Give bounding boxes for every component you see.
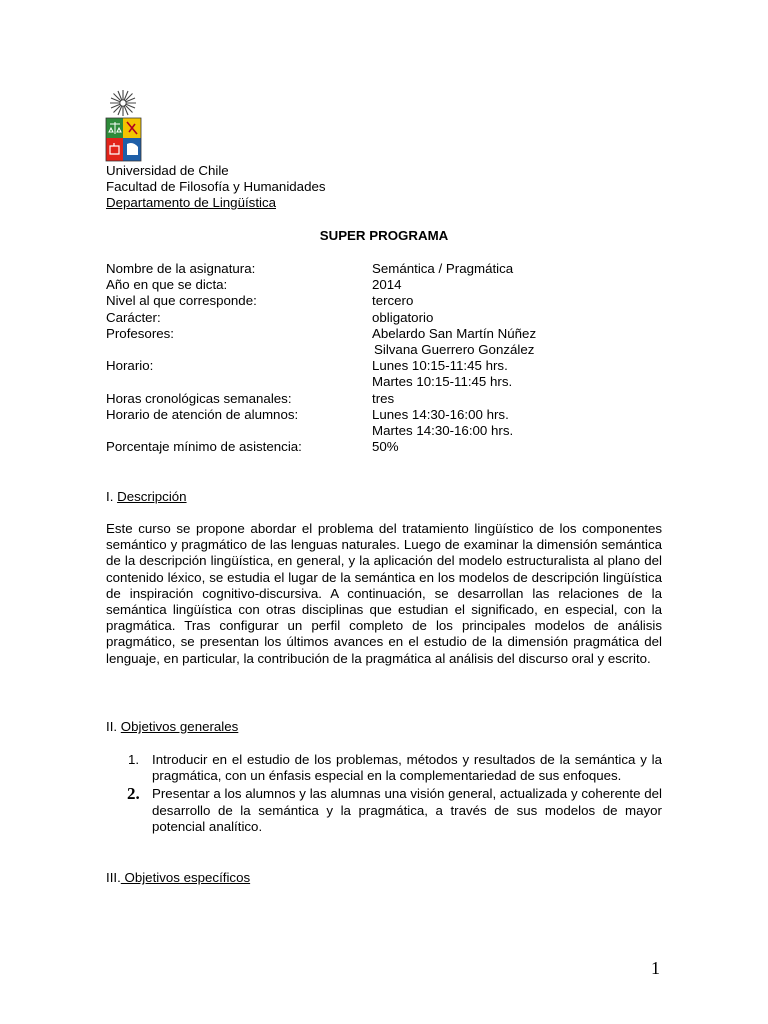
faculty-name: Facultad de Filosofía y Humanidades (106, 179, 326, 195)
field-value: Martes 14:30-16:00 hrs. (372, 422, 514, 438)
description-text: Este curso se propone abordar el problema del tratamiento lingüístico de los componentes semántico y pragmático de las lenguas naturales. Luego de examinar la dimensión semántica de la descripción lingüística, en general, y la aplicación del modelo estructuralista al plano del contenido léxico, se estudia el lugar de la semántica en los modelos de descripción lingüística de inspiración cognitivo-discursiva. A continuación, se desarrollan las relaciones de la semántica lingüística con otras disciplinas que estudian el significado, en especial, con la pragmática. Tras configurar un perfil completo de los principales modelos de análisis pragmático, se presentan los últimos avances en el estudio de la dimensión pragmática del lenguaje, en particular, la contribución de la pragmática al análisis del discurso oral y escrito. (106, 521, 662, 666)
field-label: Porcentaje mínimo de asistencia: (106, 439, 302, 455)
description-paragraph (106, 521, 662, 667)
list-text: Presentar a los alumnos y las alumnas una visión general, actualizada y coherente del desarrollo de la semántica y la pragmática, a través de sus modelos de mayor potencial analítico. (152, 786, 662, 834)
field-value: Semántica / Pragmática (372, 261, 514, 276)
field-value: obligatorio (372, 309, 434, 325)
section-title: Objetivos específicos (120, 870, 251, 885)
field-label: Carácter: (106, 309, 161, 325)
list-number: 1. (128, 752, 140, 767)
field-row (106, 277, 536, 293)
section-heading-descripcion (106, 489, 187, 505)
field-row (106, 423, 536, 439)
field-row (106, 342, 536, 358)
course-info (106, 261, 536, 455)
field-label: Año en que se dicta: (106, 277, 228, 293)
field-value: Silvana Guerrero González (374, 341, 535, 357)
section-number: III. (106, 870, 121, 885)
field-value: Abelardo San Martín Núñez (372, 325, 537, 341)
list-number: 2. (127, 784, 140, 804)
document-title: SUPER PROGRAMA (319, 228, 449, 243)
field-label: Nombre de la asignatura: (106, 261, 256, 276)
field-row (106, 326, 536, 342)
field-row (106, 439, 536, 455)
field-row (106, 293, 536, 309)
section-heading-objetivos-generales (106, 719, 238, 735)
field-value: 2014 (372, 277, 402, 293)
page-number: 1 (651, 958, 660, 978)
field-label (106, 374, 372, 390)
field-value: Lunes 10:15-11:45 hrs. (372, 358, 508, 374)
list-item (106, 752, 662, 784)
field-row (106, 374, 536, 390)
section-number: I. (106, 489, 118, 504)
objectives-list (106, 752, 662, 835)
field-label: Horas cronológicas semanales: (106, 390, 292, 406)
section-title: Descripción (117, 489, 187, 504)
field-row (106, 391, 536, 407)
list-text: Introducir en el estudio de los problemas, métodos y resultados de la semántica y la pragmática, con un énfasis especial en la complementariedad de sus enfoques. (152, 752, 662, 784)
field-row (106, 358, 536, 374)
department-name: Departamento de Lingüística (106, 195, 277, 211)
field-label: Horario de atención de alumnos: (106, 406, 299, 422)
field-value: tercero (372, 293, 414, 309)
field-label: Horario: (106, 358, 154, 374)
field-label (106, 342, 372, 358)
field-label: Profesores: (106, 325, 174, 341)
field-row (106, 310, 536, 326)
field-row (106, 261, 536, 277)
field-value: tres (372, 390, 395, 406)
field-label: Nivel al que corresponde: (106, 293, 257, 309)
section-number: II. (106, 719, 121, 734)
section-heading-objetivos-especificos (106, 870, 250, 886)
field-value: 50% (372, 439, 399, 455)
field-label (106, 423, 372, 439)
list-item (106, 786, 662, 835)
university-name: Universidad de Chile (106, 163, 229, 178)
field-value: Lunes 14:30-16:00 hrs. (372, 406, 509, 422)
field-value: Martes 10:15-11:45 hrs. (372, 374, 513, 390)
institution-header (106, 163, 326, 212)
section-title: Objetivos generales (120, 719, 239, 734)
field-row (106, 407, 536, 423)
university-crest-icon (105, 88, 145, 164)
